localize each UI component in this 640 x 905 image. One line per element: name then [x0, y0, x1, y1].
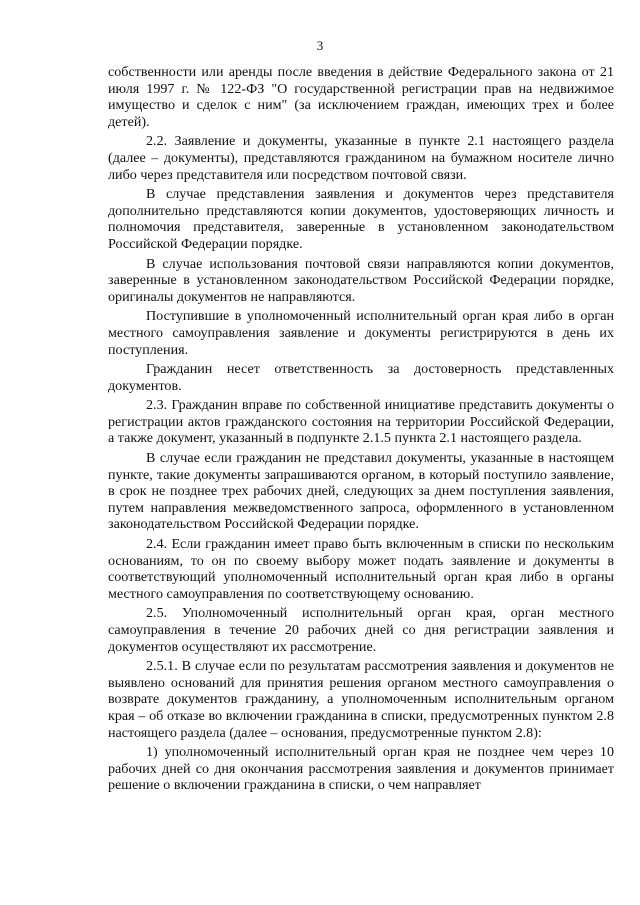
paragraph: В случае использования почтовой связи направляются копии документов, заверенные в установленном законодательством Российской Федерации порядке, оригиналы документов не направляются. — [108, 255, 614, 305]
paragraph: собственности или аренды после введения в действие Федерального закона от 21 июля 1997 г. № 122-ФЗ "О государственной регистрации прав на недвижимое имущество и сделок с ним" (за исключением граждан, имеющих трех и более детей). — [108, 64, 614, 130]
paragraph: 2.5. Уполномоченный исполнительный орган края, орган местного самоуправления в течение 20 рабочих дней со дня регистрации заявления и документов осуществляют их рассмотрение. — [108, 605, 614, 655]
paragraph: 2.5.1. В случае если по результатам рассмотрения заявления и документов не выявлено оснований для принятия решения органом местного самоуправления о возврате документов гражданину, а уполномоченным исполнительным органом края – об отказе во включении гражданина в списки, предусмотренных пунктом 2.8 настоящего раздела (далее – основания, предусмотренные пунктом 2.8): — [108, 658, 614, 741]
paragraph: Гражданин несет ответственность за достоверность представленных документов. — [108, 361, 614, 394]
paragraph: 2.2. Заявление и документы, указанные в пункте 2.1 настоящего раздела (далее – документы), представляются гражданином на бумажном носителе лично либо через представителя или посредством почтовой связи. — [108, 133, 614, 183]
paragraph: 2.3. Гражданин вправе по собственной инициативе представить документы о регистрации актов гражданского состояния на территории Российской Федерации, а также документ, указанный в подпункте 2.1.5 пункта 2.1 настоящего раздела. — [108, 397, 614, 447]
page-number: 3 — [316, 38, 324, 53]
paragraph: 2.4. Если гражданин имеет право быть включенным в списки по нескольким основаниям, то он по своему выбору может подать заявление и документы в соответствующий уполномоченный исполнительный орган края либо в органы местного самоуправления по соответствующему основанию. — [108, 536, 614, 602]
paragraph: В случае представления заявления и документов через представителя дополнительно представляются копии документов, удостоверяющих личность и полномочия представителя, заверенные в установленном законодательством Российской Федерации порядке. — [108, 186, 614, 252]
paragraph: 1) уполномоченный исполнительный орган края не позднее чем через 10 рабочих дней со дня окончания рассмотрения заявления и документов принимает решение о включении гражданина в списки, о чем направляет — [108, 744, 614, 794]
paragraph: В случае если гражданин не представил документы, указанные в настоящем пункте, такие документы запрашиваются органом, в который поступило заявление, в срок не позднее трех рабочих дней, следующих за днем поступления заявления, путем направления межведомственного запроса, оформленного в установленном законодательством Российской Федерации порядке. — [108, 450, 614, 533]
paragraph: Поступившие в уполномоченный исполнительный орган края либо в орган местного самоуправления заявление и документы регистрируются в день их поступления. — [108, 308, 614, 358]
document-body — [108, 64, 614, 794]
